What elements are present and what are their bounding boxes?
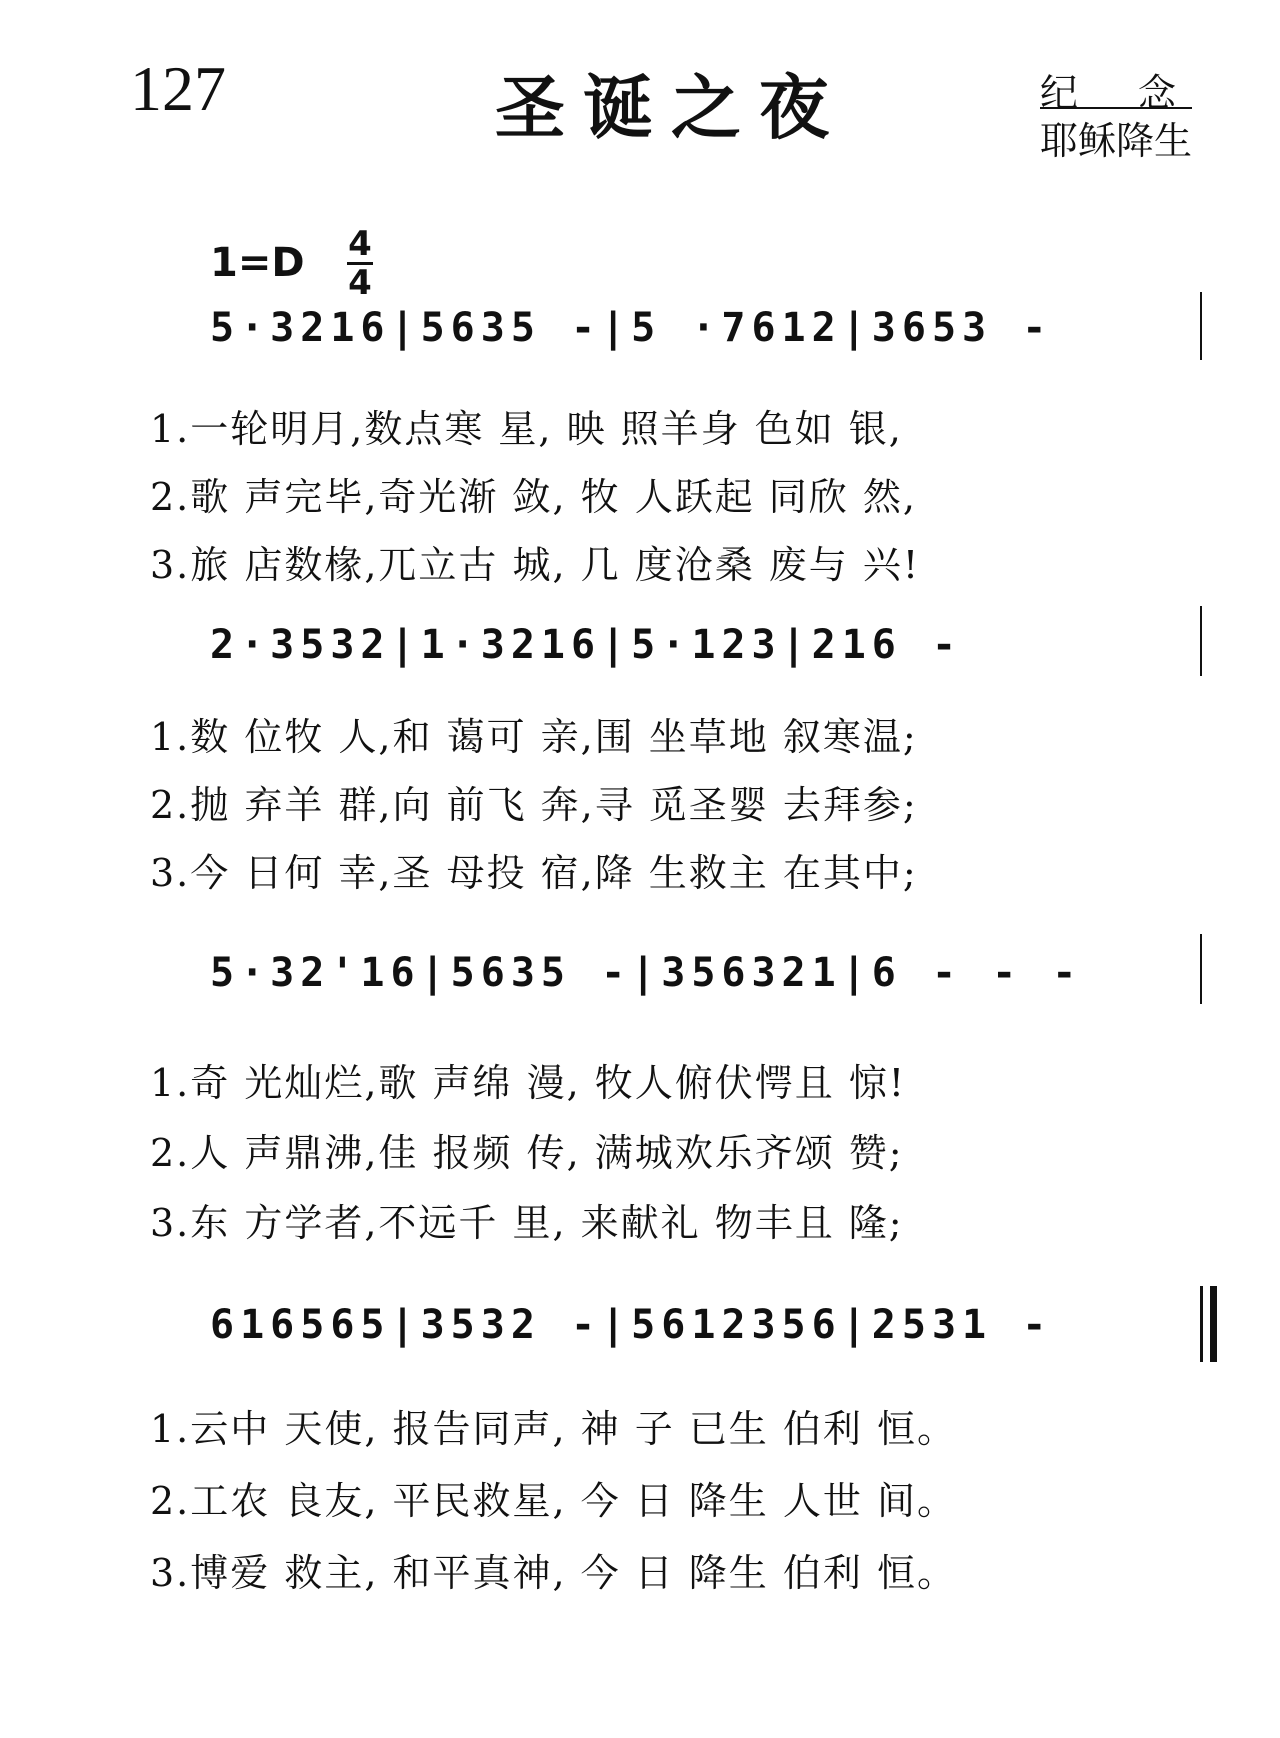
lyric-2-verse-1: 1.数 位牧 人,和 蔼可 亲,围 坐草地 叙寒温; xyxy=(150,715,918,759)
notation-line-4: 616565|3532 -|5612356|2531 - xyxy=(210,1302,1053,1348)
time-signature-bottom: 4 xyxy=(348,263,372,303)
lyric-1-verse-1: 1.一轮明月,数点寒 星, 映 照羊身 色如 银, xyxy=(150,407,903,451)
system-2-end-bar xyxy=(1200,606,1202,676)
category-divider xyxy=(1040,107,1192,109)
final-barline-thick xyxy=(1210,1286,1217,1362)
lyric-1-verse-2: 2.歌 声完毕,奇光渐 敛, 牧 人跃起 同欣 然, xyxy=(150,475,917,519)
time-signature-top: 4 xyxy=(348,224,372,264)
time-signature xyxy=(345,226,375,301)
lyric-3-verse-1: 1.奇 光灿烂,歌 声绵 漫, 牧人俯伏愕且 惊! xyxy=(150,1061,907,1105)
lyric-2-verse-3: 3.今 日何 幸,圣 母投 宿,降 生救主 在其中; xyxy=(150,851,918,895)
category-subtitle: 耶稣降生 xyxy=(1040,119,1193,163)
category-label: 纪念 xyxy=(1040,71,1237,115)
lyric-1-verse-3: 3.旅 店数椽,兀立古 城, 几 度沧桑 废与 兴! xyxy=(150,543,921,587)
final-barline-thin xyxy=(1200,1286,1203,1362)
system-1-end-bar xyxy=(1200,292,1202,360)
hymn-number: 127 xyxy=(130,53,226,124)
lyric-4-verse-3: 3.博爱 救主, 和平真神, 今 日 降生 伯利 恒。 xyxy=(150,1551,957,1595)
hymn-title: 圣诞之夜 xyxy=(495,67,847,149)
lyric-3-verse-2: 2.人 声鼎沸,佳 报频 传, 满城欢乐齐颂 赞; xyxy=(150,1131,904,1175)
lyric-4-verse-2: 2.工农 良友, 平民救星, 今 日 降生 人世 间。 xyxy=(150,1479,957,1523)
lyric-2-verse-2: 2.抛 弃羊 群,向 前飞 奔,寻 觅圣婴 去拜参; xyxy=(150,783,918,827)
notation-line-2: 2·3532|1·3216|5·123|216 - xyxy=(210,622,963,668)
notation-line-1: 5·3216|5635 -|5 ·7612|3653 - xyxy=(210,305,1053,351)
system-3-end-bar xyxy=(1200,934,1202,1004)
lyric-4-verse-1: 1.云中 天使, 报告同声, 神 子 已生 伯利 恒。 xyxy=(150,1407,957,1451)
key-signature: 1=D xyxy=(210,240,305,286)
notation-line-3: 5·32'16|5635 -|356321|6 - - - xyxy=(210,950,1083,996)
lyric-3-verse-3: 3.东 方学者,不远千 里, 来献礼 物丰且 隆; xyxy=(150,1201,904,1245)
